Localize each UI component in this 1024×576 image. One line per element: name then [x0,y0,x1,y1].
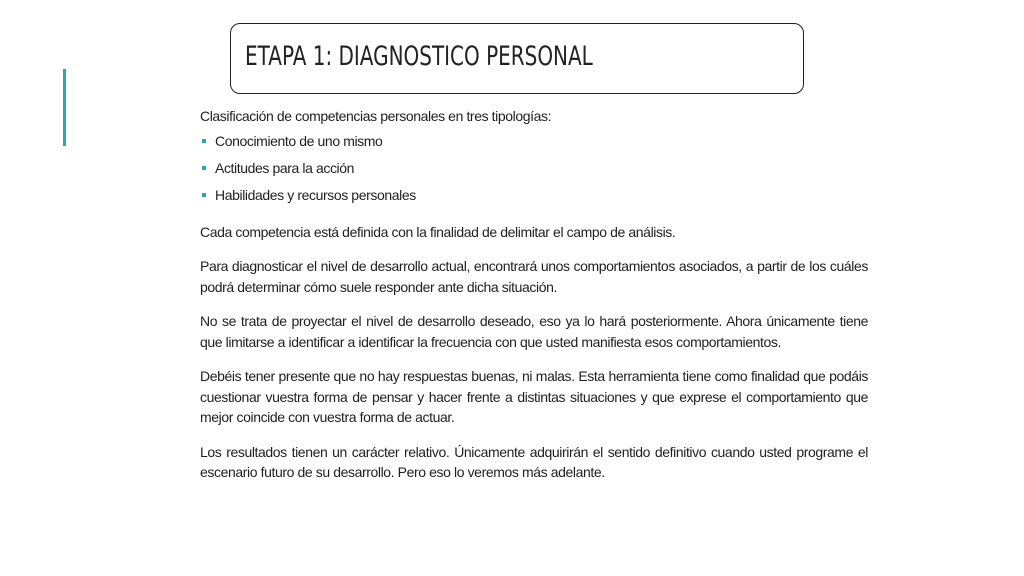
paragraph: Cada competencia está definida con la finalidad de delimitar el campo de análisis. [200,223,676,240]
bullet-item [200,185,868,212]
paragraph: Debéis tener presente que no hay respuestas buenas, ni malas. Esta herramienta tiene como finalidad que podáis cuestionar vuestra forma de pensar y hacer frente a distintas situaciones y que exprese el comportamiento que mejor coincide con vuestra forma de actuar. [200,368,868,425]
bullet-text: Conocimiento de uno mismo [215,132,383,149]
slide-title: ETAPA 1: DIAGNOSTICO PERSONAL [245,41,593,72]
bullet-item [200,131,868,158]
bullet-icon [202,139,206,143]
bullet-text: Actitudes para la acción [215,159,355,176]
title-box [230,23,804,94]
bullet-list [200,131,868,212]
accent-line [63,69,66,146]
paragraph: Para diagnosticar el nivel de desarrollo actual, encontrará unos comportamientos asociados, a partir de los cuáles podrá determinar cómo suele responder ante dicha situación. [200,258,868,295]
bullet-icon [202,166,206,170]
paragraph: No se trata de proyectar el nivel de desarrollo deseado, eso ya lo hará posteriormente. Ahora únicamente tiene que limitarse a identificar a identificar la frecuencia con que usted manifiesta esos comportamientos. [200,313,868,350]
bullet-item [200,158,868,185]
bullet-text: Habilidades y recursos personales [215,186,416,203]
slide-content [200,106,868,497]
paragraph: Los resultados tienen un carácter relativo. Únicamente adquirirán el sentido definitivo cuando usted programe el escenario futuro de su desarrollo. Pero eso lo veremos más adelante. [200,443,868,480]
bullet-icon [202,193,206,197]
intro-text: Clasificación de competencias personales en tres tipologías: [200,108,552,124]
